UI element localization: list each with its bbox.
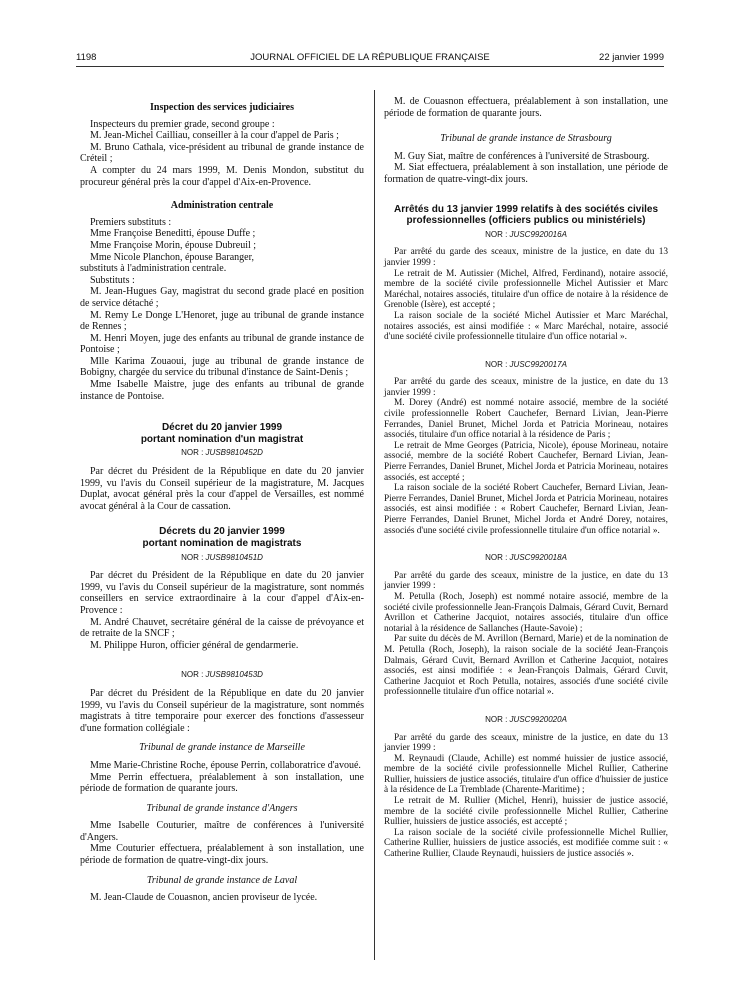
paragraph: M. Petulla (Roch, Joseph) est nommé notaire associé, membre de la société civile professionnelle Jean-François Dalmais, Gérard Cuvit, Bernard Avrillon et Catherine Jacquiot, notaires associés, titulaire d'un office notarial à la résidence de Sallanches (Haute-Savoie) ; bbox=[384, 591, 668, 634]
tribunal-heading: Tribunal de grande instance de Laval bbox=[146, 874, 298, 886]
paragraph: Par suite du décès de M. Avrillon (Bernard, Marie) et de la nomination de M. Petulla (Roch, Joseph), la raison sociale de la société Jean-François Dalmais, Gérard Cuvit, Bernard Avrillon et Catherine Jacquiot, notaires associés, est ainsi modifiée : « Jean-François Dalmais, Gérard Cuvit, Catherine Jacquiot et Roch Petulla, notaires, associés d'une société civile professionnelle titulaire d'un office notarial ». bbox=[384, 634, 668, 698]
paragraph: Premiers substituts : bbox=[90, 216, 172, 228]
paragraph: Le retrait de M. Rullier (Michel, Henri), huissier de justice associé, membre de la société civile professionnelle Michel Rullier, Catherine Rullier, huissiers de justice associés, est accepté ; bbox=[384, 796, 668, 828]
paragraph: Mme Françoise Beneditti, épouse Duffe ; bbox=[90, 228, 256, 240]
decree-title: Arrêtés du 13 janvier 1999 relatifs à des sociétés civiles bbox=[393, 203, 659, 215]
column-divider bbox=[374, 90, 375, 960]
paragraph: Par arrêté du garde des sceaux, ministre de la justice, en date du 13 janvier 1999 : bbox=[384, 247, 668, 268]
paragraph: M. André Chauvet, secrétaire général de la caisse de prévoyance et de retraite de la SNCF ; bbox=[80, 616, 364, 640]
section-heading: Inspection des services judiciaires bbox=[150, 102, 294, 113]
nor-reference: NOR : JUSC9920020A bbox=[485, 714, 567, 724]
paragraph: La raison sociale de la société civile professionnelle Michel Rullier, Catherine Rullier, huissiers de justice associés, est modifiée comme suit : « Catherine Rullier, Claude Reynaudi, huissiers de justice associés ». bbox=[384, 827, 668, 860]
decree-subtitle: portant nomination de magistrats bbox=[142, 538, 302, 549]
paragraph: M. Guy Siat, maître de conférences à l'université de Strasbourg. bbox=[394, 150, 650, 162]
issue-date: 22 janvier 1999 bbox=[599, 52, 664, 63]
nor-reference: NOR : JUSC9920017A bbox=[485, 359, 567, 369]
paragraph: M. Philippe Huron, officier général de gendarmerie. bbox=[90, 639, 299, 651]
nor-reference: NOR : JUSB9810452D bbox=[181, 448, 263, 458]
paragraph: La raison sociale de la société Robert Cauchefer, Bernard Livian, Jean-Pierre Ferrandes, Daniel Brunet, Michel Jorda et Patricia Morineau, notaires associés, est ainsi modifiée : « Robert Cauchefer, Bernard Livian, Jean-Pierre Ferrandes, Daniel Brunet, Michel Jorda et André Dorey, notaires, associés d'une société civile professionnelle titulaire d'un office notarial ». bbox=[384, 483, 668, 536]
left-column bbox=[80, 96, 364, 904]
nor-reference: NOR : JUSC9920018A bbox=[485, 553, 567, 563]
paragraph: Inspecteurs du premier grade, second groupe : bbox=[90, 118, 275, 130]
paragraph: Le retrait de M. Autissier (Michel, Alfred, Ferdinand), notaire associé, membre de la société civile professionnelle Michel Autissier et Marc Maréchal, notaires associés, titulaire d'un office de notaire à la résidence de Grenoble (Isère), est accepté ; bbox=[384, 268, 668, 311]
paragraph: substituts à l'administration centrale. bbox=[80, 263, 227, 275]
paragraph: Mme Perrin effectuera, préalablement à son installation, une période de formation de quarante jours. bbox=[80, 771, 364, 795]
paragraph: M. Jean-Claude de Couasnon, ancien proviseur de lycée. bbox=[90, 892, 318, 904]
journal-title: JOURNAL OFFICIEL DE LA RÉPUBLIQUE FRANÇAISE bbox=[250, 52, 490, 63]
section-heading: Administration centrale bbox=[170, 200, 274, 212]
nor-reference: NOR : JUSC9920016A bbox=[485, 229, 567, 239]
paragraph: M. Bruno Cathala, vice-président au tribunal de grande instance de Créteil ; bbox=[80, 141, 364, 165]
paragraph: M. Siat effectuera, préalablement à son installation, une période de formation de quatre-vingt-dix jours. bbox=[384, 162, 668, 185]
paragraph: M. Remy Le Donge L'Henoret, juge au tribunal de grande instance de Rennes ; bbox=[80, 309, 364, 333]
paragraph: M. Jean-Michel Cailliau, conseiller à la cour d'appel de Paris ; bbox=[90, 130, 339, 142]
paragraph: A compter du 24 mars 1999, M. Denis Mondon, substitut du procureur général près la cour d'appel d'Aix-en-Provence. bbox=[80, 164, 364, 188]
page-header bbox=[76, 52, 664, 67]
paragraph: Substituts : bbox=[90, 274, 135, 286]
paragraph: Mme Isabelle Maistre, juge des enfants au tribunal de grande instance de Pontoise. bbox=[80, 379, 364, 402]
paragraph: Mme Isabelle Couturier, maître de conférences à l'université d'Angers. bbox=[80, 820, 364, 843]
paragraph: Par arrêté du garde des sceaux, ministre de la justice, en date du 13 janvier 1999 : bbox=[384, 377, 668, 398]
decree-subtitle: professionnelles (officiers publics ou ministériels) bbox=[406, 215, 646, 227]
paragraph: M. Jean-Hugues Gay, magistrat du second grade placé en position de service détaché ; bbox=[80, 286, 364, 309]
paragraph: M. Dorey (André) est nommé notaire associé, membre de la société civile professionnelle Robert Cauchefer, Bernard Livian, Jean-Pierre Ferrandes, Daniel Brunet, Michel Jorda et Patricia Morineau, notaires associés, titulaire d'un office notarial à la résidence de Paris ; bbox=[384, 398, 668, 441]
paragraph: Le retrait de Mme Georges (Patricia, Nicole), épouse Morineau, notaire associé, membre de la société Robert Cauchefer, Bernard Livian, Jean-Pierre Ferrandes, Daniel Brunet, Michel Jorda et Patricia Morineau, notaires associés, est accepté ; bbox=[384, 440, 668, 483]
tribunal-heading: Tribunal de grande instance d'Angers bbox=[146, 802, 298, 814]
decree-subtitle: portant nomination d'un magistrat bbox=[140, 433, 304, 445]
decree-title: Décrets du 20 janvier 1999 bbox=[159, 526, 285, 538]
right-column bbox=[384, 96, 668, 860]
tribunal-heading: Tribunal de grande instance de Marseille bbox=[139, 742, 305, 754]
page-number: 1198 bbox=[76, 52, 97, 63]
paragraph: Par arrêté du garde des sceaux, ministre de la justice, en date du 13 janvier 1999 : bbox=[384, 570, 668, 592]
paragraph: Par décret du Président de la République en date du 20 janvier 1999, vu l'avis du Conseil supérieur de la magistrature, sont nommés conseillers en service extraordinaire à la cour d'appel d'Aix-en-Provence : bbox=[80, 570, 364, 616]
tribunal-heading: Tribunal de grande instance de Strasbourg bbox=[440, 133, 612, 145]
paragraph: Mme Françoise Morin, épouse Dubreuil ; bbox=[90, 239, 257, 251]
nor-reference: NOR : JUSB9810453D bbox=[181, 670, 263, 680]
paragraph: Par décret du Président de la République en date du 20 janvier 1999, vu l'avis du Conseil supérieur de la magistrature, sont nommés magistrats à titre temporaire pour exercer des fonctions d'assesseur d'une formation collégiale : bbox=[80, 687, 364, 734]
paragraph: La raison sociale de la société Michel Autissier et Marc Maréchal, notaires associés, est ainsi modifiée : « Marc Maréchal, notaire, associé d'une société civile professionnelle titulaire d'un office notarial ». bbox=[384, 310, 668, 343]
paragraph: Mme Couturier effectuera, préalablement à son installation, une période de formation de quatre-vingt-dix jours. bbox=[80, 843, 364, 867]
paragraph: Mme Marie-Christine Roche, épouse Perrin, collaboratrice d'avoué. bbox=[90, 759, 361, 771]
paragraph: Par décret du Président de la République en date du 20 janvier 1999, vu l'avis du Conseil supérieur de la magistrature, M. Jacques Duplat, avocat général près la cour d'appel de Versailles, est nommé avocat général à la Cour de cassation. bbox=[80, 466, 364, 512]
nor-reference: NOR : JUSB9810451D bbox=[181, 552, 263, 562]
paragraph: Par arrêté du garde des sceaux, ministre de la justice, en date du 13 janvier 1999 : bbox=[384, 732, 668, 754]
decree-title: Décret du 20 janvier 1999 bbox=[161, 422, 283, 434]
paragraph: Mlle Karima Zouaoui, juge au tribunal de grande instance de Bobigny, chargée du service du tribunal d'instance de Saint-Denis ; bbox=[80, 355, 364, 379]
paragraph: M. Reynaudi (Claude, Achille) est nommé huissier de justice associé, membre de la société civile professionnelle Michel Rullier, Catherine Rullier, huissiers de justice associés, titulaire d'un office d'huissier de justice à la résidence de La Tremblade (Charente-Maritime) ; bbox=[384, 753, 668, 796]
paragraph: M. de Couasnon effectuera, préalablement à son installation, une période de formation de quarante jours. bbox=[384, 96, 668, 119]
paragraph: Mme Nicole Planchon, épouse Baranger, bbox=[90, 251, 254, 263]
paragraph: M. Henri Moyen, juge des enfants au tribunal de grande instance de Pontoise ; bbox=[80, 332, 364, 356]
